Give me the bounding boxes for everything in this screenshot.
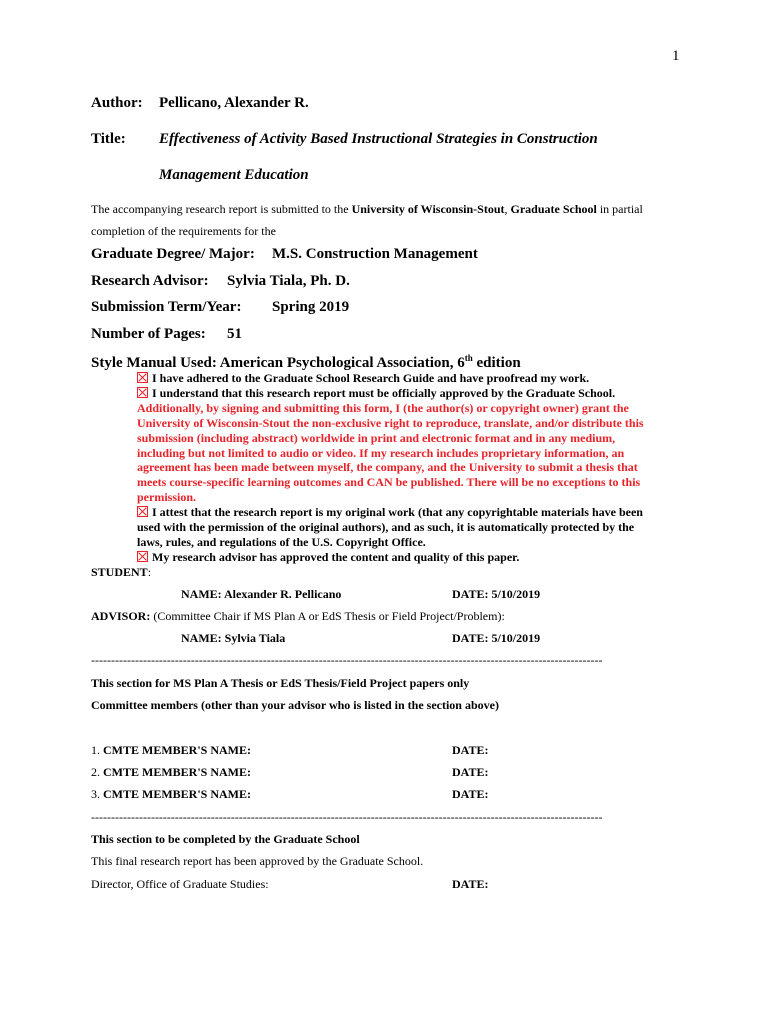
check-text-3: I attest that the research report is my original work (that any copyrightable materials have been: [152, 505, 643, 519]
committee-member-1: [91, 743, 251, 758]
degree-value: M.S. Construction Management: [272, 246, 478, 262]
intro-comma: ,: [504, 202, 511, 216]
checked-box-icon[interactable]: [137, 506, 148, 517]
committee-member-1-date: DATE:: [452, 743, 489, 757]
permission-line: submission (including abstract) worldwide in print and electronic format and in any medium,: [137, 431, 616, 445]
permission-line: University of Wisconsin-Stout the non-exclusive right to reproduce, translate, and/or distribute this: [137, 416, 644, 430]
pages-value: 51: [227, 326, 242, 342]
submission-term-value: Spring 2019: [272, 299, 350, 315]
attest-line: laws, rules, and regulations of the U.S. Copyright Office.: [137, 535, 426, 549]
permission-line: Additionally, by signing and submitting this form, I (the author(s) or copyright owner) grant the: [137, 401, 629, 415]
separator-line: --------------------------------------------------------------------------------------------------------------------------------: [91, 810, 603, 824]
student-date: DATE: 5/10/2019: [452, 587, 541, 601]
committee-member-2: [91, 765, 251, 780]
checkbox-row-3: [137, 505, 643, 520]
title-label: Title:: [91, 131, 126, 147]
intro-text-2: in partial: [596, 202, 643, 216]
student-heading: [91, 565, 151, 580]
intro-university: University of Wisconsin-Stout: [351, 202, 505, 216]
intro-line-2: completion of the requirements for the: [91, 224, 276, 238]
advisor-label: ADVISOR:: [91, 609, 151, 623]
style-manual-label: Style Manual Used: American Psychological Association, 6: [91, 355, 465, 371]
intro-school: Graduate School: [510, 202, 597, 216]
intro-text-1: The accompanying research report is submitted to the: [91, 202, 352, 216]
member-number: 2.: [91, 765, 103, 779]
permission-line: permission.: [137, 490, 197, 504]
style-manual-suffix: edition: [472, 355, 521, 371]
permission-line: agreement has been made between myself, the company, and the University to submit a thesis that: [137, 460, 638, 474]
member-label: CMTE MEMBER'S NAME:: [103, 787, 251, 801]
page-number: 1: [672, 48, 680, 64]
attest-line: used with the permission of the original authors), and as such, it is automatically protected by the: [137, 520, 635, 534]
author-value: Pellicano, Alexander R.: [159, 95, 309, 111]
style-manual: [91, 353, 521, 372]
committee-member-3-date: DATE:: [452, 787, 489, 801]
check-text-4: My research advisor has approved the content and quality of this paper.: [152, 550, 520, 564]
check-text-1: I have adhered to the Graduate School Research Guide and have proofread my work.: [152, 371, 590, 385]
pages-label: Number of Pages:: [91, 326, 206, 342]
degree-label: Graduate Degree/ Major:: [91, 246, 255, 262]
research-advisor-value: Sylvia Tiala, Ph. D.: [227, 273, 350, 289]
committee-member-3: [91, 787, 251, 802]
checkbox-row-2: [137, 386, 615, 401]
check-text-2: I understand that this research report must be officially approved by the Graduate School.: [152, 386, 616, 400]
student-colon: :: [147, 565, 152, 579]
separator-line: --------------------------------------------------------------------------------------------------------------------------------: [91, 653, 603, 667]
student-name: NAME: Alexander R. Pellicano: [181, 587, 342, 601]
committee-heading: This section for MS Plan A Thesis or EdS Thesis/Field Project papers only: [91, 676, 470, 690]
student-label: STUDENT: [91, 565, 148, 579]
advisor-heading: [91, 609, 505, 624]
member-label: CMTE MEMBER'S NAME:: [103, 765, 251, 779]
grad-school-heading: This section to be completed by the Graduate School: [91, 832, 360, 846]
advisor-name: NAME: Sylvia Tiala: [181, 631, 286, 645]
committee-subheading: Committee members (other than your advisor who is listed in the section above): [91, 698, 499, 712]
author-label: Author:: [91, 95, 143, 111]
director-date: DATE:: [452, 877, 489, 891]
checked-box-icon[interactable]: [137, 387, 148, 398]
permission-line: including but not limited to audio or video. If my research includes proprietary information, an: [137, 446, 625, 460]
director-label: Director, Office of Graduate Studies:: [91, 877, 269, 891]
checked-box-icon[interactable]: [137, 372, 148, 383]
title-line-1: Effectiveness of Activity Based Instructional Strategies in Construction: [159, 131, 598, 147]
member-label: CMTE MEMBER'S NAME:: [103, 743, 251, 757]
permission-line: meets course-specific learning outcomes and CAN be published. There will be no exceptions to this: [137, 475, 641, 489]
title-line-2: Management Education: [159, 167, 309, 183]
intro-line-1: [91, 202, 643, 217]
style-manual-sup: th: [464, 353, 473, 363]
member-number: 3.: [91, 787, 103, 801]
research-advisor-label: Research Advisor:: [91, 273, 209, 289]
advisor-note: (Committee Chair if MS Plan A or EdS Thesis or Field Project/Problem):: [153, 609, 505, 623]
advisor-date: DATE: 5/10/2019: [452, 631, 541, 645]
member-number: 1.: [91, 743, 103, 757]
grad-school-approved: This final research report has been approved by the Graduate School.: [91, 854, 424, 868]
checkbox-row-4: [137, 550, 519, 565]
checkbox-row-1: [137, 371, 589, 386]
submission-term-label: Submission Term/Year:: [91, 299, 242, 315]
checked-box-icon[interactable]: [137, 551, 148, 562]
committee-member-2-date: DATE:: [452, 765, 489, 779]
